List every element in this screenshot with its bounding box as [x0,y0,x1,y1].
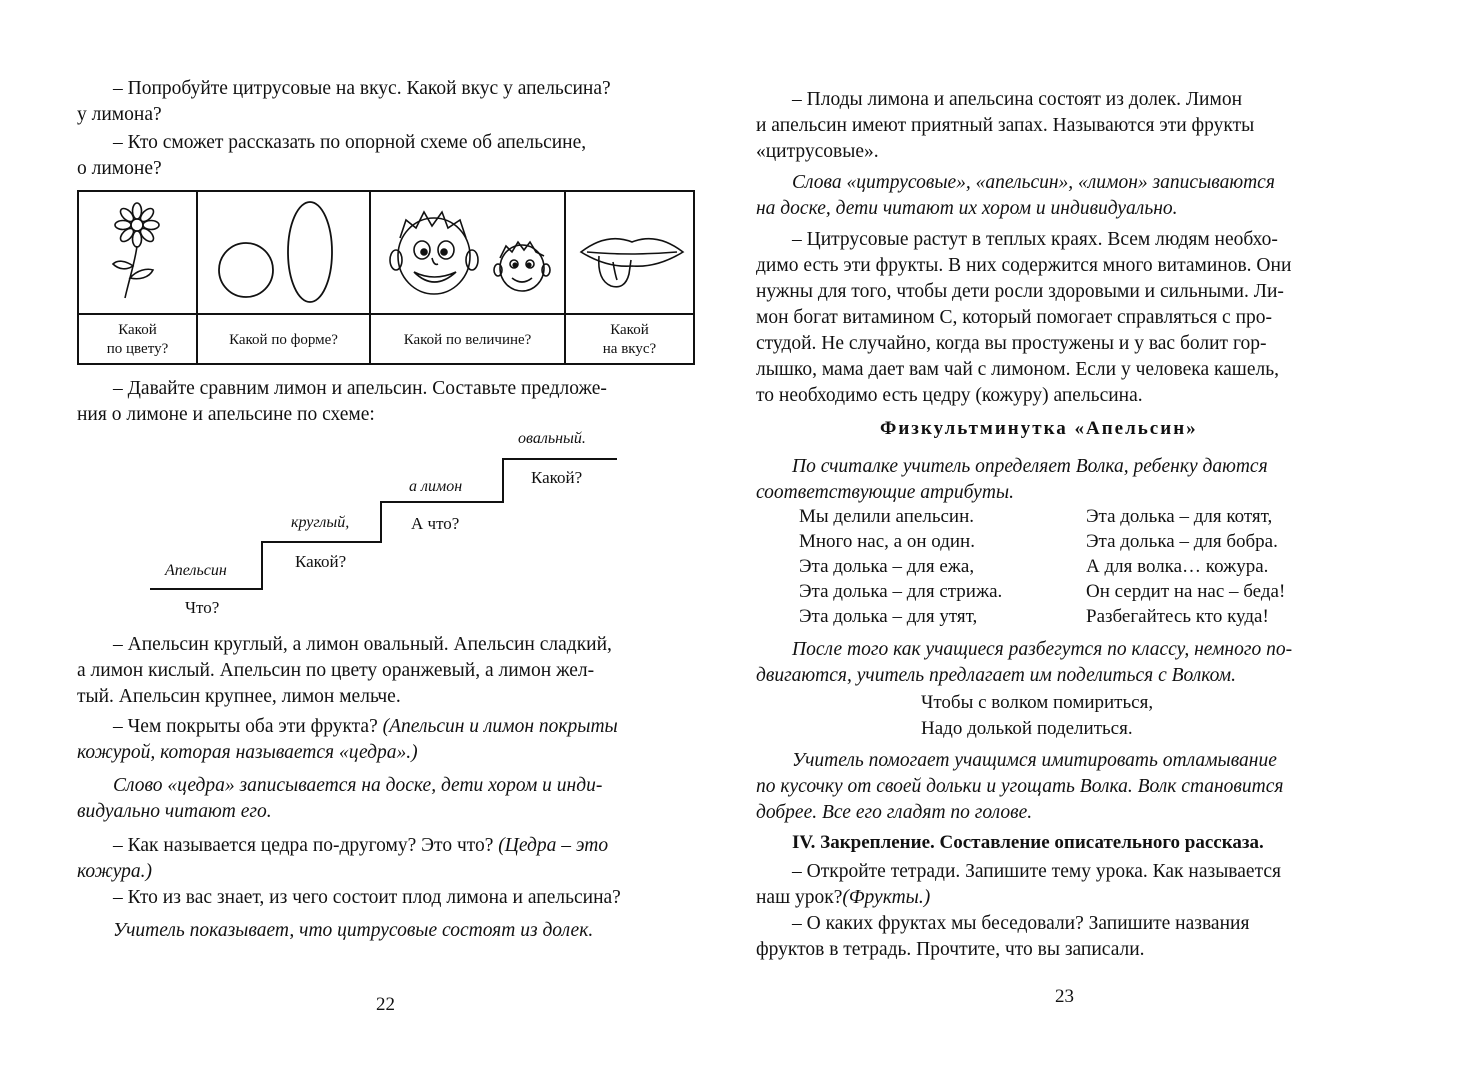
stair-krugly: круглый, [291,514,350,531]
left-p3-line1: – Давайте сравним лимон и апельсин. Составьте предложе- [113,378,607,399]
right-p3-line1: – Цитрусовые растут в теплых краях. Всем людям необхо- [792,229,1278,250]
right-p5 [756,637,1376,689]
left-p2 [77,130,695,182]
left-p2-line2: о лимоне? [77,158,162,179]
left-p7-line1a: – Как называется цедра по-другому? Это что? [113,835,499,856]
stair-a-limon: а лимон [409,478,463,495]
poem-right-line4: Он сердит на нас – беда! [1086,581,1286,602]
right-p6-line1: Учитель помогает учащимся имитировать отламывание [792,750,1277,771]
left-p6-line2: видуально читают его. [77,801,272,822]
right-p3-line7: то необходимо есть цедру (кожуру) апельсина. [756,385,1143,406]
left-p2-line1: – Кто сможет рассказать по опорной схеме об апельсине, [113,132,587,153]
right-p3-line6: лышко, мама дает вам чай с лимоном. Если у человека кашель, [756,359,1279,380]
caption-taste [566,315,693,365]
caption-size [371,315,564,365]
poem-right-line2: Эта долька – для бобра. [1086,531,1278,552]
caption-taste-text: Какой на вкус? [602,322,657,357]
caption-color-text: Какой по цвету? [106,322,169,357]
page-number-left: 22 [376,994,395,1015]
left-p6-line1: Слово «цедра» записывается на доске, дети хором и инди- [113,775,603,796]
right-p6-line3: добрее. Все его гладят по голове. [756,802,1033,823]
right-p8 [756,911,1376,963]
right-p7-line2a: наш урок? [756,887,843,908]
right-p2 [756,170,1376,222]
right-p3-line5: студой. Не случайно, когда вы простужены и у вас болит гор- [756,333,1267,354]
left-p1-line1: – Попробуйте цитрусовые на вкус. Какой вкус у апельсина? [113,78,611,99]
caption-shape-text: Какой по форме? [229,331,338,348]
circle-oval-icon [199,196,367,311]
right-p7-line1: – Откройте тетради. Запишите тему урока. Как называется [792,861,1281,882]
left-p4 [77,632,695,710]
poem-left-line4: Эта долька – для стрижа. [799,581,1003,602]
left-p4-line1: – Апельсин круглый, а лимон овальный. Апельсин сладкий, [113,634,612,655]
right-p3-line4: мон богат витамином С, который помогает справляться с про- [756,307,1273,328]
right-p4-line1: По считалке учитель определяет Волка, ребенку даются [792,456,1268,477]
right-p4-line2: соответствующие атрибуты. [756,482,1015,503]
right-p1-line1: – Плоды лимона и апельсина состоят из долек. Лимон [792,89,1243,110]
left-p9-line1: Учитель показывает, что цитрусовые состоят из долек. [113,920,594,941]
left-p3 [77,376,695,428]
left-p9 [77,918,695,944]
faces-icon [372,198,562,310]
left-p7-line2: кожура.) [77,861,153,882]
right-page [732,0,1464,1080]
left-p5-line2: кожурой, которая называется «цедра».) [77,742,418,763]
right-p3-line2: димо есть эти фрукты. В них содержится много витаминов. Они [756,255,1292,276]
right-p1-line2: и апельсин имеют приятный запах. Называются эти фрукты [756,115,1255,136]
left-p5-line1b: (Апельсин и лимон покрыты [382,716,618,737]
right-p1 [756,87,1376,165]
right-p6-line2: по кусочку от своей дольки и угощать Волка. Волк становится [756,776,1284,797]
left-p8-line1: – Кто из вас знает, из чего состоит плод лимона и апельсина? [113,887,621,908]
poem-right-line5: Разбегайтесь кто куда! [1086,606,1269,627]
right-p3 [756,227,1376,409]
heading-section-iv: IV. Закрепление. Составление описательного рассказа. [792,832,1264,853]
poem-left-line2: Много нас, а он один. [799,531,975,552]
right-p8-line1: – О каких фруктах мы беседовали? Запишите названия [792,913,1250,934]
opora-scheme-table [77,190,695,365]
right-p2-line2: на доске, дети читают их хором и индивидуально. [756,198,1178,219]
poem-left-line3: Эта долька – для ежа, [799,556,975,577]
mouth-tongue-icon [577,222,687,302]
left-p1-line2: у лимона? [77,104,162,125]
poem-right-line3: А для волка… кожура. [1086,556,1269,577]
left-p4-line2: а лимон кислый. Апельсин по цвету оранжевый, а лимон жел- [77,660,595,681]
stair-kakoy1: Какой? [295,552,347,571]
couplet-line2: Надо долькой поделиться. [921,718,1133,739]
heading-fizkultminutka: Физкультминутка «Апельсин» [880,418,1198,439]
page-number-right: 23 [1055,986,1074,1007]
poem-left-line1: Мы делили апельсин. [799,506,975,527]
right-p7-line2b: (Фрукты.) [842,887,931,908]
stair-apelsin: Апельсин [165,562,227,579]
caption-shape [198,315,369,365]
left-p4-line3: тый. Апельсин крупнее, лимон мельче. [77,686,401,707]
left-p7-line1b: (Цедра – это [498,835,609,856]
flower-icon [97,200,177,305]
stair-kakoy2: Какой? [531,468,583,487]
poem-right-line1: Эта долька – для котят, [1086,506,1273,527]
right-p7 [756,859,1376,911]
right-p3-line3: нужны для того, чтобы дети росли здоровыми и сильными. Ли- [756,281,1284,302]
couplet-line1: Чтобы с волком помириться, [921,692,1154,713]
caption-size-text: Какой по величине? [403,331,532,348]
right-p4 [756,454,1376,506]
left-p6 [77,773,695,825]
right-p5-line1: После того как учащиеся разбегутся по классу, немного по- [792,639,1293,660]
stair-ovalny: овальный. [518,430,586,447]
left-p3-line2: ния о лимоне и апельсине по схеме: [77,404,375,425]
stair-chto: Что? [185,598,220,617]
right-p6 [756,748,1376,826]
right-p5-line2: двигаются, учитель предлагает им поделиться с Волком. [756,665,1236,686]
right-p8-line2: фруктов в тетрадь. Прочтите, что вы записали. [756,939,1145,960]
left-p5 [77,714,695,766]
stair-a-chto: А что? [411,514,460,533]
poem-left-line5: Эта долька – для утят, [799,606,978,627]
left-p7 [77,833,695,885]
left-p8 [77,885,695,911]
right-p2-line1: Слова «цитрусовые», «апельсин», «лимон» записываются [792,172,1275,193]
right-p1-line3: «цитрусовые». [756,141,879,162]
caption-color [79,315,196,365]
left-p5-line1a: – Чем покрыты оба эти фрукта? [113,716,383,737]
left-p1 [77,76,695,128]
